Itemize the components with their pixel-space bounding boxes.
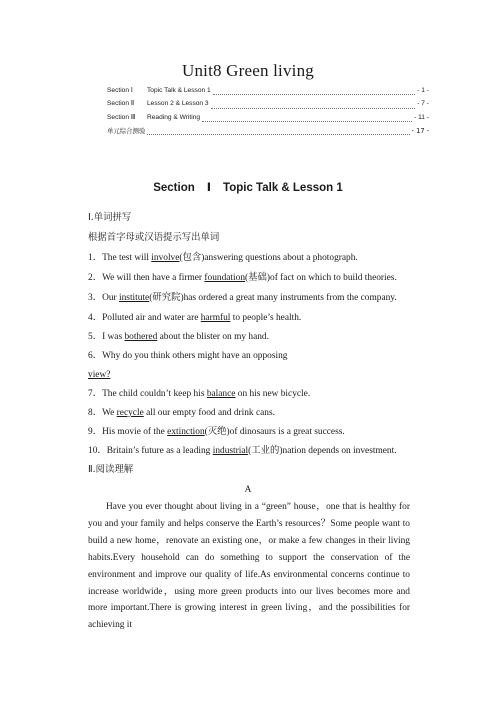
toc-entry-section-3[interactable]	[107, 113, 429, 126]
section-heading-title: Topic Talk & Lesson 1	[223, 182, 343, 194]
toc-section-label: Section Ⅰ	[107, 87, 133, 94]
toc-page-number: - 1 -	[417, 87, 429, 94]
toc-leader-dots	[202, 117, 412, 122]
toc-page-number: - 17 -	[411, 127, 429, 136]
passage-label: A	[244, 485, 252, 495]
answer-word: involve	[151, 253, 180, 263]
item-text: 1．The test will	[88, 253, 152, 263]
toc-entry-unit-test[interactable]	[107, 126, 429, 139]
toc-entry-title: Lesson 2 & Lesson 3	[147, 100, 209, 108]
exercise-item	[88, 407, 275, 419]
item-text: on his new bicycle.	[235, 389, 311, 399]
document-title: Unit8 Green living	[181, 61, 315, 80]
item-text: to people’s health.	[230, 313, 302, 323]
item-text: 6．Why do you think others might have an opposing	[88, 351, 288, 361]
item-text: 10．Britain’s future as a leading	[88, 446, 213, 456]
answer-word: industrial	[212, 446, 249, 456]
exercise-item	[88, 426, 345, 438]
answer-word: harmful	[200, 313, 231, 323]
exercise-item-continued	[88, 369, 110, 381]
toc-entry-title: 单元综合测验	[107, 127, 146, 136]
item-text: all our empty food and drink cans.	[143, 408, 275, 418]
section-heading-numeral: Ⅰ	[206, 182, 212, 194]
answer-word: bothered	[124, 332, 158, 342]
item-text: (基础)of fact on which to build theories.	[245, 273, 397, 283]
item-text: about the blister on my hand.	[157, 332, 269, 342]
exercise-item	[88, 312, 301, 324]
item-text: (工业的)nation depends on investment.	[248, 446, 397, 456]
item-text: 9．His movie of the	[88, 427, 168, 437]
exercise-item	[88, 350, 287, 362]
toc-entry-section-2[interactable]	[107, 99, 429, 112]
part2-heading: Ⅱ.阅读理解	[88, 464, 134, 475]
toc-entry-title: Topic Talk & Lesson 1	[147, 87, 211, 94]
exercise-item	[88, 445, 397, 457]
item-text: (包含)answering questions about a photograph.	[179, 253, 358, 263]
item-text: 8．We	[88, 408, 117, 418]
exercise-item	[88, 252, 358, 264]
item-text: 2．We will then have a firmer	[88, 273, 205, 283]
exercise-item	[88, 292, 397, 304]
section-heading	[0, 180, 496, 194]
answer-word: recycle	[116, 408, 144, 418]
part1-heading: Ⅰ.单词拼写	[88, 212, 132, 223]
exercise-item	[88, 388, 310, 400]
item-text: 3．Our	[88, 293, 119, 303]
toc-section-label: Section Ⅲ	[107, 113, 136, 121]
toc-leader-dots	[211, 104, 416, 109]
exercise-item	[88, 272, 397, 284]
answer-word: balance	[206, 389, 236, 399]
toc-leader-dots	[213, 90, 416, 95]
section-heading-word: Section	[153, 182, 195, 194]
item-text: 5．I was	[88, 332, 125, 342]
toc-page-number: - 11 -	[414, 113, 429, 121]
passage-paragraph: Have you ever thought about living in a “green” house，one that is healthy for you and your family and helps conserve the Earth’s resources？Some people want to build a new home，renovate an existing one，or make a few changes in their living habits.Every household can do something to support the conservation of the environment and improve our quality of life.As environmental concerns continue to increase worldwide，using more green products into our lives becomes more and more important.There is growing interest in green living，and the possibilities for achieving it	[88, 502, 410, 631]
toc-leader-dots	[147, 130, 409, 135]
table-of-contents	[107, 86, 429, 140]
item-text: 7．The child couldn’t keep his	[88, 389, 207, 399]
answer-word: foundation	[204, 273, 246, 283]
item-text: (研究院)has ordered a great many instruments from the company.	[149, 293, 397, 303]
toc-entry-section-1[interactable]	[107, 86, 429, 99]
answer-word: view?	[88, 370, 111, 380]
toc-entry-title: Reading & Writing	[147, 113, 201, 121]
item-text: (灭绝)of dinosaurs is a great success.	[204, 427, 345, 437]
toc-page-number: - 7 -	[417, 100, 429, 108]
item-text: 4．Polluted air and water are	[88, 313, 201, 323]
toc-section-label: Section Ⅱ	[107, 100, 135, 108]
exercise-item	[88, 331, 269, 343]
part1-instruction: 根据首字母或汉语提示写出单词	[88, 232, 220, 243]
answer-word: institute	[119, 293, 150, 303]
answer-word: extinction	[167, 427, 205, 437]
